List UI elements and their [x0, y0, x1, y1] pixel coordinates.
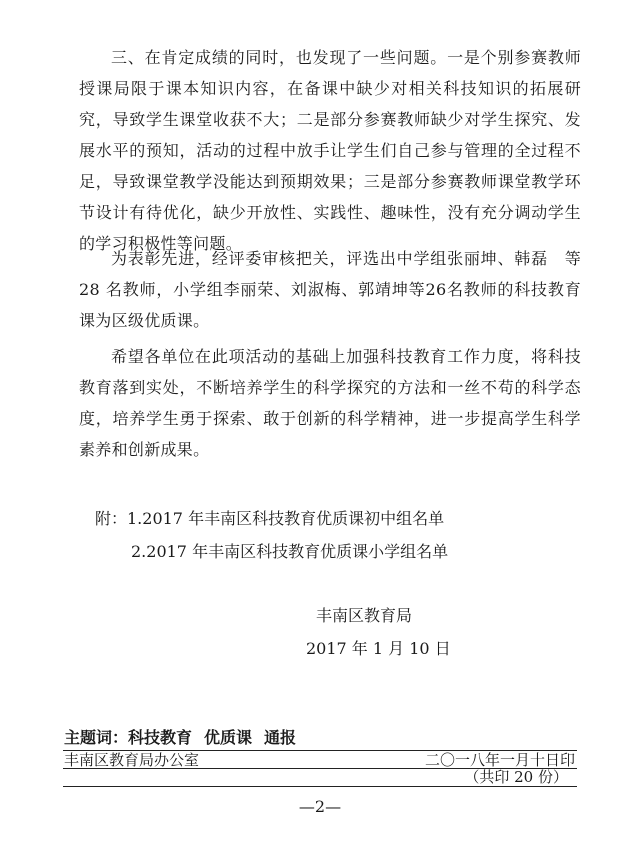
attachment-item-2: 2.2017 年丰南区科技教育优质课小学组名单 — [131, 542, 449, 561]
paragraph-commendation: 为表彰先进，经评委审核把关，评选出中学组张丽坤、韩磊 等 28 名教师，小学组李丽荣、刘淑梅、郭靖坤等26名教师的科技教育课为区级优质课。 — [79, 249, 581, 330]
print-date: 二〇一八年一月十日印 — [424, 751, 575, 769]
attachment-item-1: 附：1.2017 年丰南区科技教育优质课初中组名单 — [95, 509, 445, 528]
paragraph-issues: 三、在肯定成绩的同时，也发现了一些问题。一是个别参赛教师授课局限于课本知识内容，在备课中缺少对相关科技知识的拓展研究，导致学生课堂收获不大；二是部分参赛教师缺少对学生探究、发展水平的预知，活动的过程中放手让学生们自己参与管理的全过程不足，导致课堂教学没能达到预期效果；三是部分参赛教师课堂教学环节设计有待优化，缺少开放性、实践性、趣味性，没有充分调动学生的学习积极性等问题。 — [79, 48, 581, 253]
page-number: —2— — [298, 797, 342, 816]
issuing-office: 丰南区教育局办公室 — [64, 751, 200, 769]
subject-keyword: 科技教育 — [128, 728, 193, 747]
signature-date: 2017 年 1 月 10 日 — [306, 639, 451, 658]
footer-divider-bottom — [63, 786, 577, 787]
subject-label: 主题词： — [64, 728, 129, 747]
print-copies: （共印 20 份） — [464, 768, 568, 786]
paragraph-expectation: 希望各单位在此项活动的基础上加强科技教育工作力度，将科技教育落到实处，不断培养学生的科学探究的方法和一丝不苟的科学态度，培养学生勇于探索、敢于创新的科学精神，进一步提高学生科学素养和创新成果。 — [79, 347, 581, 459]
subject-keyword: 通报 — [264, 728, 297, 747]
subject-keyword: 优质课 — [204, 728, 253, 747]
subject-keywords — [64, 727, 308, 749]
signature-organization: 丰南区教育局 — [316, 606, 413, 625]
